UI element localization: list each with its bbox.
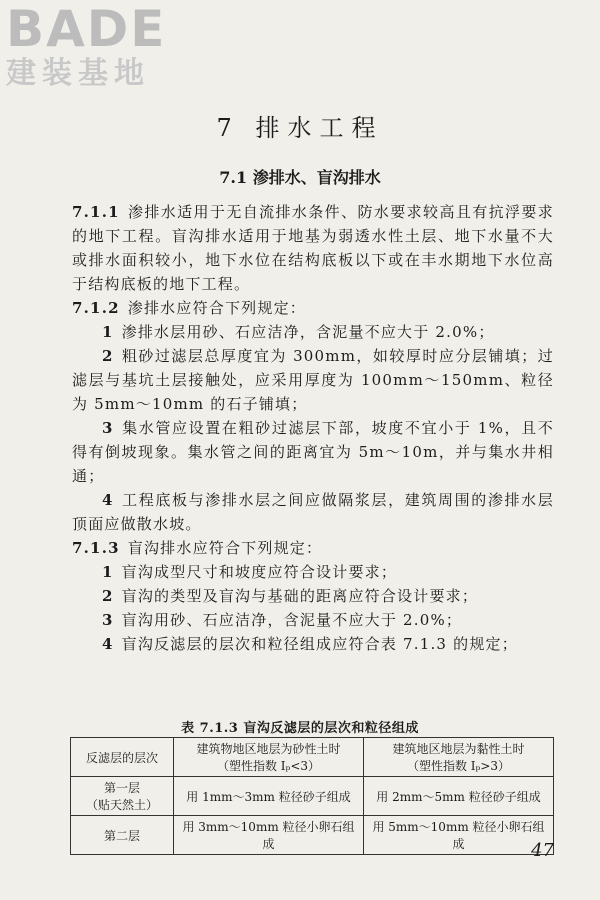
table-header-row <box>71 738 554 777</box>
item-number: 2 <box>102 347 114 365</box>
layer-name: 第二层 <box>103 828 140 843</box>
item-text: 工程底板与渗排水层之间应做隔浆层，建筑周围的渗排水层顶面应做散水坡。 <box>72 491 554 533</box>
chapter-title: 7 排水工程 <box>216 114 384 142</box>
table-caption: 表 7.1.3 盲沟反滤层的层次和粒径组成 <box>181 721 419 736</box>
layer-name: 第一层 <box>103 781 140 795</box>
item-number: 1 <box>102 323 114 341</box>
header-clay-line2: （塑性指数 Iₚ>3） <box>406 759 511 773</box>
layer-note: （贴天然土） <box>85 798 158 812</box>
clause-number: 7.1.2 <box>72 299 120 317</box>
clause-text: 盲沟排水应符合下列规定： <box>127 539 323 557</box>
item-text: 盲沟的类型及盲沟与基础的距离应符合设计要求； <box>121 587 479 605</box>
cell-layer <box>71 816 174 855</box>
cell-sand: 用 1mm～3mm 粒径砂子组成 <box>174 777 364 816</box>
item-text: 盲沟用砂、石应洁净，含泥量不应大于 2.0%； <box>121 611 463 629</box>
list-item <box>72 560 554 584</box>
item-number: 3 <box>102 611 114 629</box>
item-number: 4 <box>102 635 114 653</box>
item-text: 集水管应设置在粗砂过滤层下部，坡度不宜小于 1%，且不得有倒坡现象。集水管之间的距离宜为 5m～10m，并与集水井相通； <box>72 419 554 485</box>
list-item <box>72 632 554 656</box>
item-text: 粗砂过滤层总厚度宜为 300mm，如较厚时应分层铺填；过滤层与基坑土层接触处，应采用厚度为 100mm～150mm、粒径为 5mm～10mm 的石子铺填； <box>72 347 554 413</box>
page-number: 47 <box>531 840 554 861</box>
item-text: 渗排水层用砂、石应洁净，含泥量不应大于 2.0%； <box>121 323 495 341</box>
clause-7-1-1 <box>72 200 554 296</box>
cell-clay: 用 5mm～10mm 粒径小卵石组成 <box>364 816 554 855</box>
item-number: 2 <box>102 587 114 605</box>
list-item <box>72 320 554 344</box>
table-row <box>71 777 554 816</box>
list-item <box>72 416 554 488</box>
filter-layer-table <box>70 737 554 855</box>
header-clay-line1: 建筑地区地层为黏性土时 <box>392 742 525 756</box>
list-item <box>72 488 554 536</box>
list-item <box>72 584 554 608</box>
clause-7-1-3 <box>72 536 554 560</box>
cell-clay: 用 2mm～5mm 粒径砂子组成 <box>364 777 554 816</box>
clause-text: 渗排水应符合下列规定： <box>127 299 306 317</box>
header-sand <box>174 738 364 777</box>
logo-brand: BADE <box>6 0 167 58</box>
clause-7-1-2 <box>72 296 554 320</box>
item-text: 盲沟成型尺寸和坡度应符合设计要求； <box>121 563 398 581</box>
header-layer <box>71 738 174 777</box>
document-body <box>72 200 554 656</box>
cell-sand: 用 3mm～10mm 粒径小卵石组成 <box>174 816 364 855</box>
header-clay <box>364 738 554 777</box>
logo-subtitle: 建装基地 <box>6 56 150 91</box>
clause-number: 7.1.3 <box>72 539 120 557</box>
header-sand-line2: （塑性指数 Iₚ<3） <box>216 759 321 773</box>
item-number: 4 <box>102 491 114 509</box>
cell-layer <box>71 777 174 816</box>
section-title: 7.1 渗排水、盲沟排水 <box>219 168 381 187</box>
item-number: 3 <box>102 419 114 437</box>
logo <box>6 0 176 92</box>
table-row <box>71 816 554 855</box>
list-item <box>72 608 554 632</box>
item-text: 盲沟反滤层的层次和粒径组成应符合表 7.1.3 的规定； <box>121 635 518 653</box>
header-sand-line1: 建筑物地区地层为砂性土时 <box>196 742 341 756</box>
header-layer-text: 反滤层的层次 <box>85 750 158 765</box>
list-item <box>72 344 554 416</box>
clause-text: 渗排水适用于无自流排水条件、防水要求较高且有抗浮要求的地下工程。盲沟排水适用于地基为弱透水性土层、地下水量不大或排水面积较小，地下水位在结构底板以下或在丰水期地下水位高于结构底板的地下工程。 <box>72 203 554 293</box>
clause-number: 7.1.1 <box>72 203 120 221</box>
item-number: 1 <box>102 563 114 581</box>
